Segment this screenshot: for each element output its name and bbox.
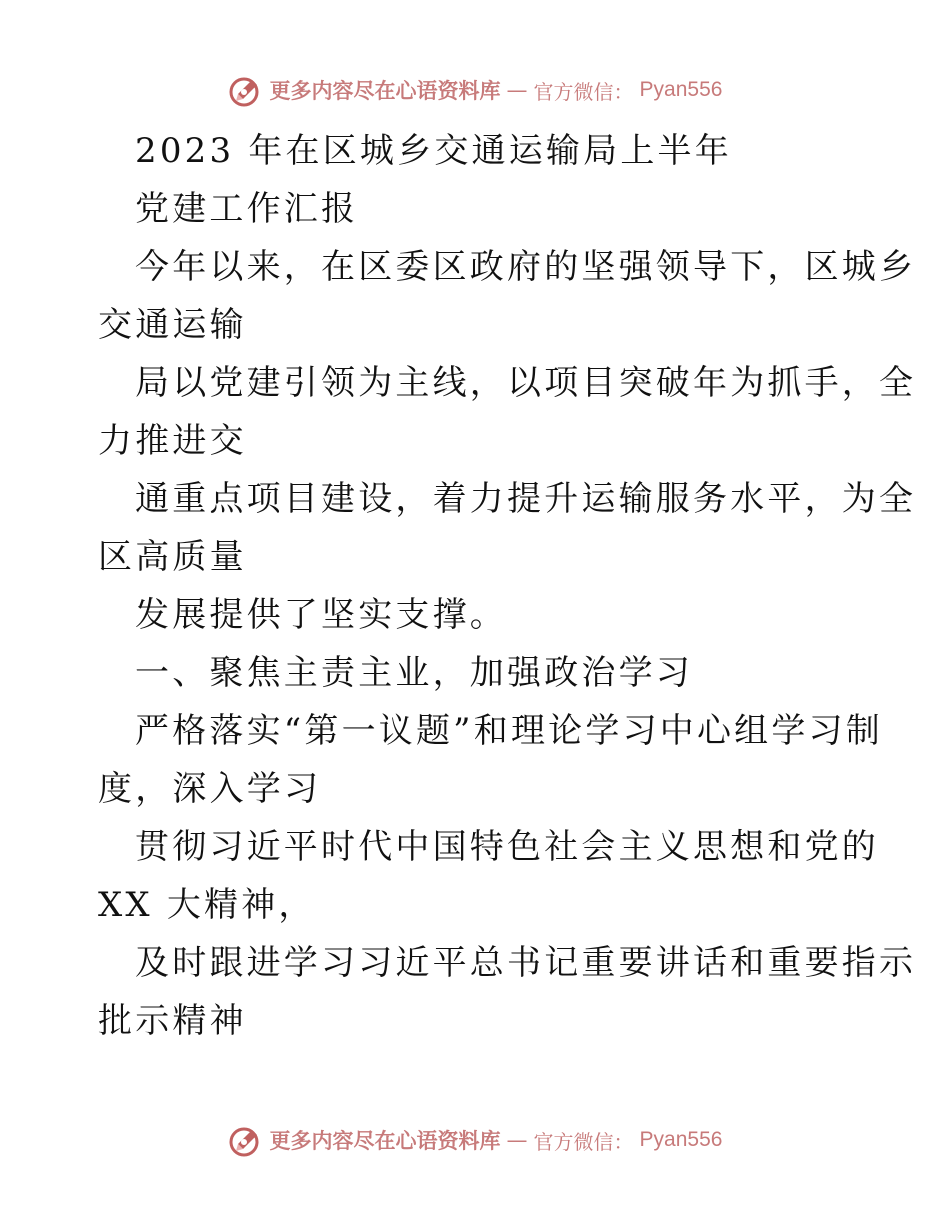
- watermark-label: 官方微信：: [533, 1129, 634, 1154]
- section-heading: 一、聚焦主责主业，加强政治学习: [135, 653, 693, 693]
- paragraph-line: 度，深入学习: [98, 769, 322, 809]
- pen-logo-icon: [228, 1122, 264, 1158]
- paragraph-line: 贯彻习近平时代中国特色社会主义思想和党的: [135, 827, 879, 867]
- watermark-site: 更多内容尽在心语资料库: [269, 1128, 501, 1153]
- watermark-site: 更多内容尽在心语资料库: [269, 78, 501, 103]
- paragraph-line: 交通运输: [98, 305, 247, 345]
- doc-title-line-2: 党建工作汇报: [135, 189, 359, 229]
- paragraph-line: 及时跟进学习习近平总书记重要讲话和重要指示: [135, 943, 917, 983]
- paragraph-line: 力推进交: [98, 421, 247, 461]
- paragraph-line: XX 大精神，: [98, 885, 316, 925]
- paragraph-line: 区高质量: [98, 537, 247, 577]
- watermark-id: Pyan556: [639, 1128, 723, 1151]
- paragraph-line: 批示精神: [98, 1001, 247, 1041]
- header-watermark: [0, 70, 950, 110]
- paragraph-line: 局以党建引领为主线，以项目突破年为抓手，全: [135, 363, 917, 403]
- paragraph-line: 今年以来，在区委区政府的坚强领导下，区城乡: [135, 247, 917, 287]
- watermark-label: 官方微信：: [533, 79, 634, 104]
- paragraph-line: 发展提供了坚实支撑。: [135, 595, 507, 635]
- watermark-dash: —: [506, 1128, 528, 1152]
- watermark-id: Pyan556: [639, 78, 723, 101]
- paragraph-line: 严格落实“第一议题”和理论学习中心组学习制: [135, 711, 883, 751]
- watermark-dash: —: [506, 78, 528, 102]
- doc-title-line-1: 2023 年在区城乡交通运输局上半年: [135, 131, 732, 171]
- paragraph-line: 通重点项目建设，着力提升运输服务水平，为全: [135, 479, 917, 519]
- footer-watermark: [0, 1120, 950, 1160]
- pen-logo-icon: [228, 72, 264, 108]
